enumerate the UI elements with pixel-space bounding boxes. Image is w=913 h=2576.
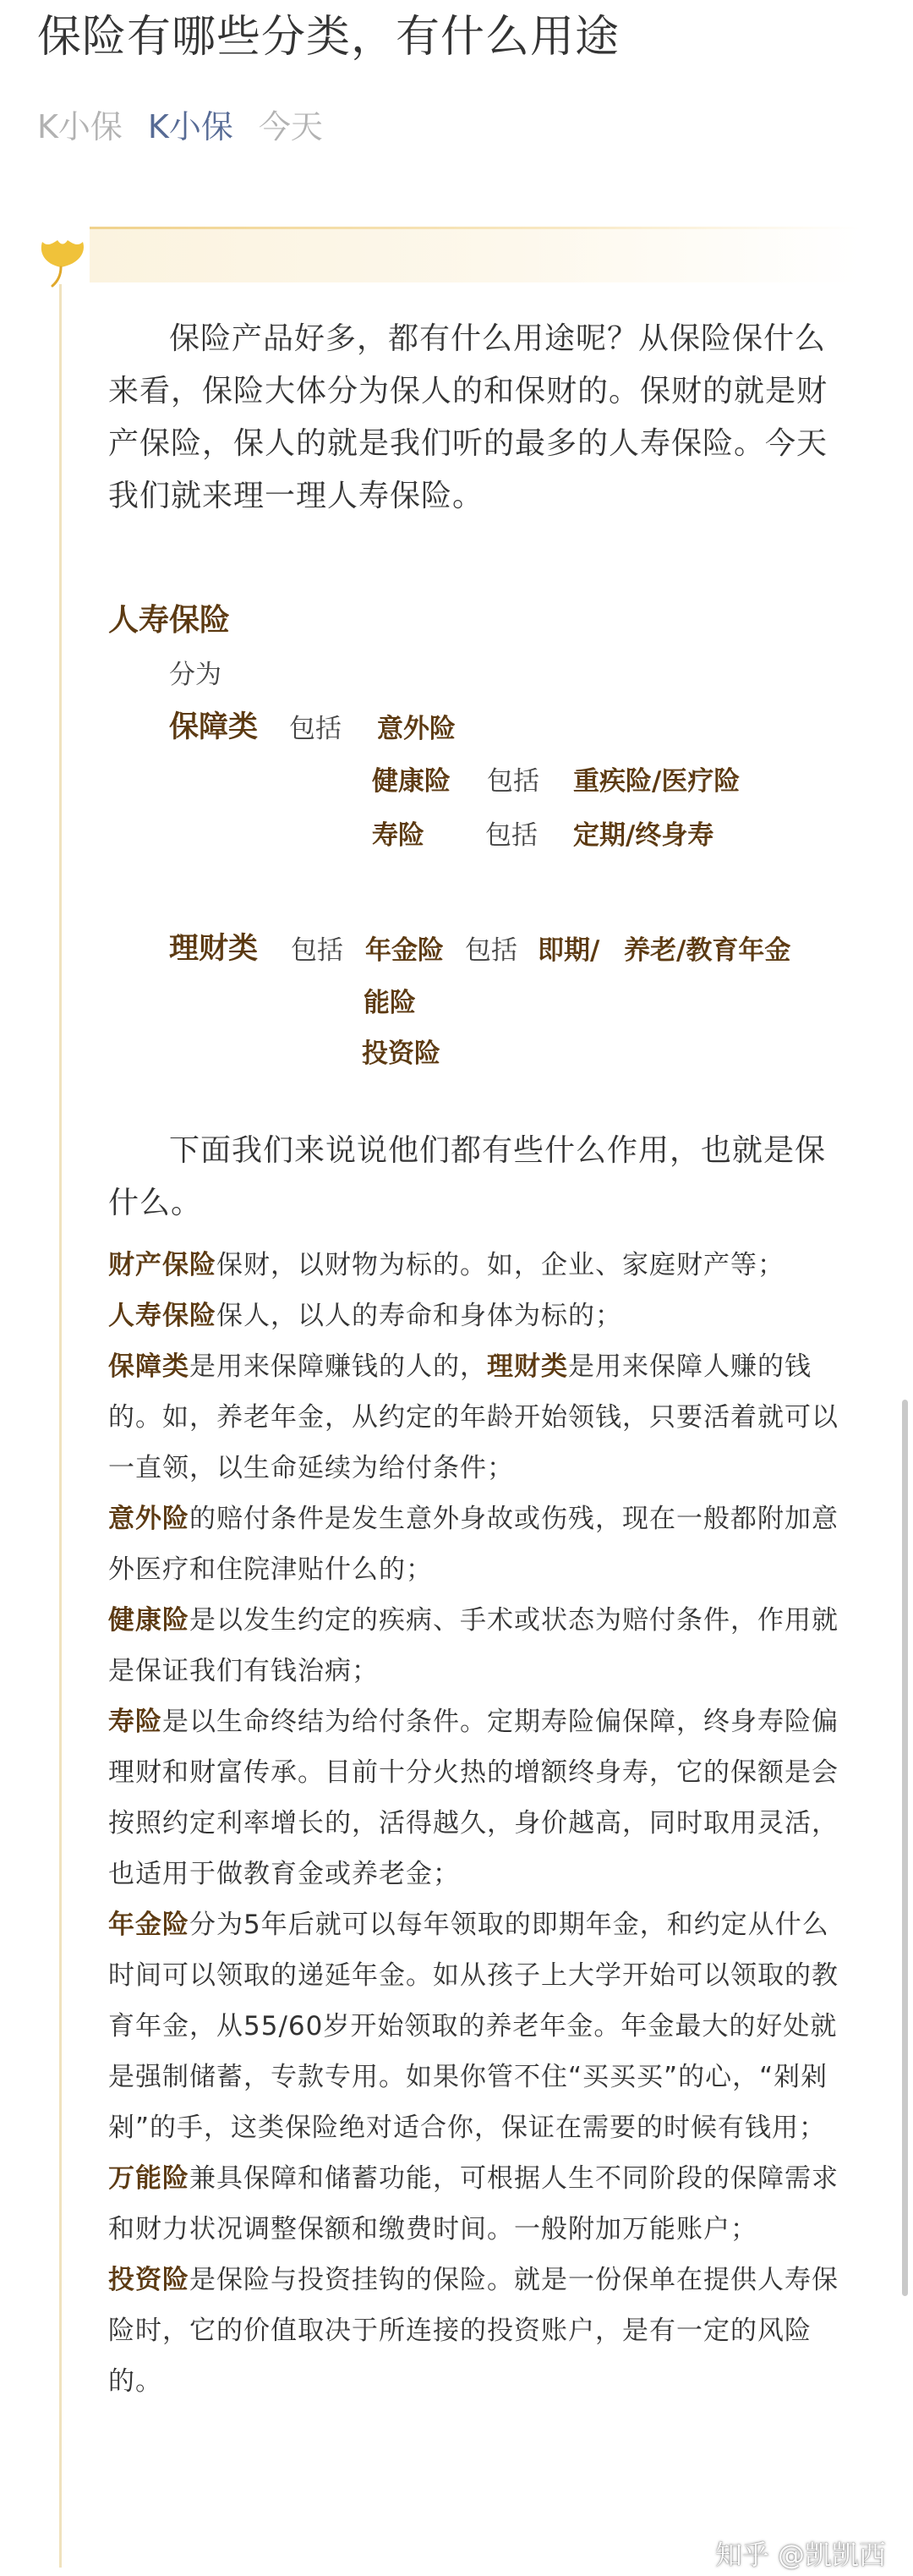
definition-item xyxy=(108,2255,856,2407)
definition-term: 健康险 xyxy=(108,1605,189,1636)
definition-text: 保财，以财物为标的。如，企业、家庭财产等； xyxy=(216,1250,785,1280)
tree-heading: 人寿保险 xyxy=(108,603,231,638)
tree-include: 包括 xyxy=(485,820,538,851)
definition-text: 是以生命终结为给付条件。定期寿险偏保障，终身寿险偏理财和财富传承。目前十分火热的增额终身寿，它的保额是会按照约定利率增长的，活得越久，身价越高，同时取用灵活，也适用于做教育金或养老金； xyxy=(108,1707,839,1889)
definition-term: 理财类 xyxy=(487,1351,568,1382)
definition-text: 是保险与投资挂钩的保险。就是一份保单在提供人寿保险时，它的价值取决于所连接的投资账户，是有一定的风险的。 xyxy=(108,2265,839,2397)
transition-paragraph: 下面我们来说说他们都有些什么作用，也就是保什么。 xyxy=(108,1133,827,1220)
definition-term: 人寿保险 xyxy=(108,1301,216,1331)
tree-include: 包括 xyxy=(465,935,517,966)
tree-critical: 重疾险/医疗险 xyxy=(573,766,741,797)
definition-text: 是以发生约定的疾病、手术或状态为赔付条件，作用就是保证我们有钱治病； xyxy=(108,1605,839,1686)
account-link[interactable]: K小保 xyxy=(147,108,233,145)
article-meta xyxy=(37,103,323,151)
definition-item xyxy=(108,1696,856,1899)
definition-term: 意外险 xyxy=(108,1504,189,1534)
definition-text: 是用来保障赚钱的人的， xyxy=(189,1351,487,1382)
article-title: 保险有哪些分类，有什么用途 xyxy=(37,12,621,63)
tree-wealth: 理财类 xyxy=(169,932,259,966)
definition-item xyxy=(108,1341,856,1494)
definition-text: 是用来保障人赚的钱的。如，养老年金，从约定的年龄开始领钱，只要活着就可以一直领，以生命延续为给付条件； xyxy=(108,1351,839,1483)
definition-item xyxy=(108,2153,856,2255)
ginkgo-leaf-icon xyxy=(36,233,86,288)
definition-term: 寿险 xyxy=(108,1707,162,1737)
tree-universal: 能险 xyxy=(364,988,416,1018)
tree-include: 包括 xyxy=(291,935,343,966)
definition-term: 财产保险 xyxy=(108,1250,216,1280)
definition-term: 投资险 xyxy=(108,2265,189,2295)
watermark: 知乎 @凯凯西 xyxy=(714,2539,886,2571)
definition-term: 万能险 xyxy=(108,2163,189,2194)
definition-text: 分为5年后就可以每年领取的即期年金，和约定从什么时间可以领取的递延年金。如从孩子上大学开始可以领取的教育年金，从55/60岁开始领取的养老年金。年金最大的好处就是强制储蓄，专款专用。如果你管不住“买买买”的心，“剁剁剁”的手，这类保险绝对适合你，保证在需要的时候有钱用； xyxy=(108,1910,839,2143)
definition-item xyxy=(108,1899,856,2153)
definition-term: 保障类 xyxy=(108,1351,189,1382)
tree-life: 寿险 xyxy=(372,820,424,851)
transition-section xyxy=(108,1125,852,1230)
tree-investment: 投资险 xyxy=(362,1039,440,1069)
intro-paragraph: 保险产品好多，都有什么用途呢？从保险保什么来看，保险大体分为保人的和保财的。保财的就是财产保险，保人的就是我们听的最多的人寿保险。今天我们就来理一理人寿保险。 xyxy=(108,321,828,513)
tree-include: 包括 xyxy=(289,714,342,744)
definition-item xyxy=(108,1494,856,1595)
tree-term-whole: 定期/终身寿 xyxy=(573,820,714,851)
tree-annuity-types2: 养老/教育年金 xyxy=(624,935,791,966)
definition-item xyxy=(108,1291,856,1341)
tree-annuity-types: 即期/ xyxy=(538,935,600,966)
decorative-vertical-line xyxy=(59,284,62,2568)
tree-annuity: 年金险 xyxy=(365,935,444,966)
publish-date: 今天 xyxy=(258,108,323,145)
definition-item xyxy=(108,1240,856,1291)
tree-include: 包括 xyxy=(487,766,539,797)
tree-protection: 保障类 xyxy=(169,710,259,744)
definition-term: 年金险 xyxy=(108,1910,189,1940)
decorative-banner-topline xyxy=(90,227,861,229)
definitions-list xyxy=(108,1240,856,2407)
definition-text: 的赔付条件是发生意外身故或伤残，现在一般都附加意外医疗和住院津贴什么的； xyxy=(108,1504,839,1585)
tree-health: 健康险 xyxy=(372,766,451,797)
tree-accident: 意外险 xyxy=(377,714,456,744)
source-name: K小保 xyxy=(37,108,123,145)
definition-text: 兼具保障和储蓄功能，可根据人生不同阶段的保障需求和财力状况调整保额和缴费时间。一般附加万能账户； xyxy=(108,2163,839,2244)
intro-section xyxy=(108,313,852,523)
tree-fenwei: 分为 xyxy=(169,660,221,690)
definition-text: 保人，以人的寿命和身体为标的； xyxy=(216,1301,622,1331)
definition-item xyxy=(108,1595,856,1696)
decorative-banner xyxy=(90,227,861,282)
scrollbar[interactable] xyxy=(902,1400,908,2296)
